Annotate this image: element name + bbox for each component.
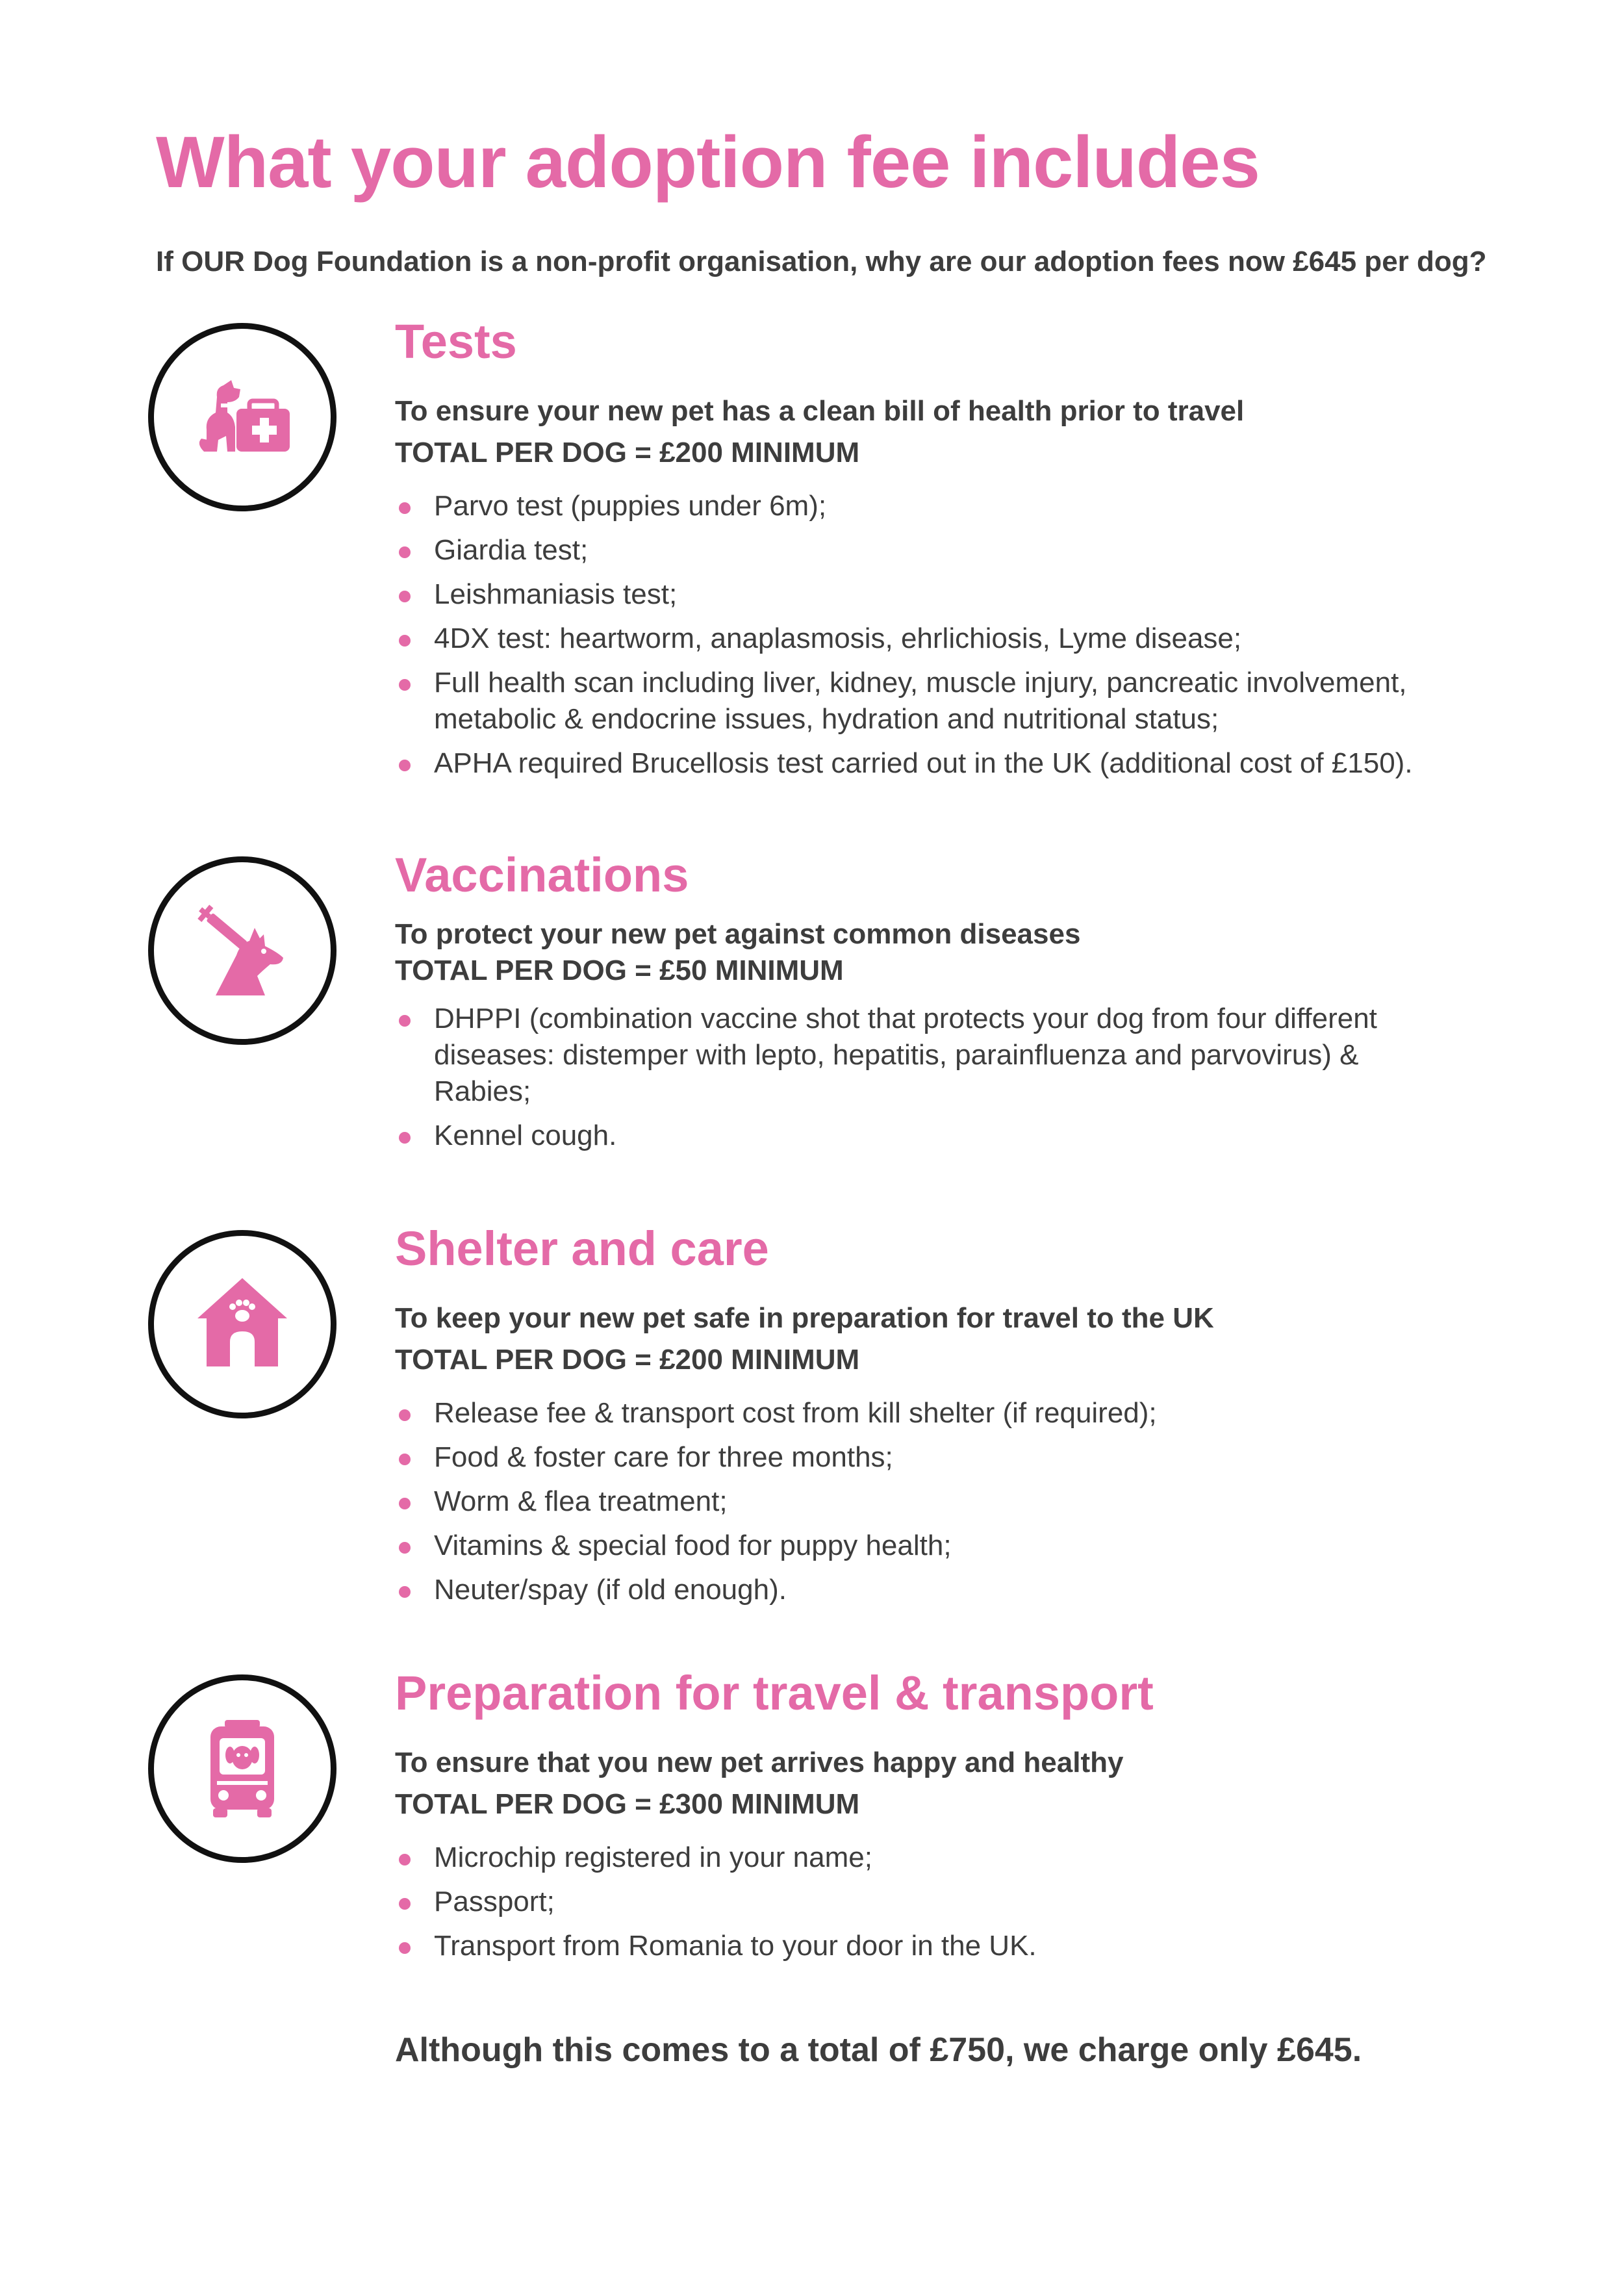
intro-question: If OUR Dog Foundation is a non-profit organisation, why are our adoption fees now £645 per dog? [156, 246, 1487, 277]
section-subtitle: To protect your new pet against common diseases [395, 918, 1081, 950]
vaccinations-icon-circle [148, 856, 336, 1045]
closing-statement: Although this comes to a total of £750, we charge only £645. [395, 2031, 1362, 2069]
list-item: Worm & flea treatment; [395, 1483, 1512, 1520]
list-item: Transport from Romania to your door in the UK. [395, 1928, 1512, 1964]
section-total: TOTAL PER DOG = £200 MINIMUM [395, 1344, 860, 1376]
travel-list [395, 1840, 1512, 1964]
section-total: TOTAL PER DOG = £50 MINIMUM [395, 955, 844, 986]
vaccinations-list [395, 1001, 1421, 1154]
section-title: Vaccinations [395, 848, 689, 902]
dog-syringe-icon [187, 895, 298, 1006]
travel-icon-circle [148, 1674, 336, 1863]
list-item: Food & foster care for three months; [395, 1439, 1512, 1476]
list-item: Vitamins & special food for puppy health; [395, 1528, 1512, 1564]
page-title: What your adoption fee includes [156, 122, 1260, 203]
section-total: TOTAL PER DOG = £200 MINIMUM [395, 437, 860, 468]
dog-medical-kit-icon [187, 362, 298, 472]
list-item: Kennel cough. [395, 1118, 1421, 1154]
list-item: Release fee & transport cost from kill shelter (if required); [395, 1395, 1512, 1431]
section-subtitle: To ensure that you new pet arrives happy and healthy [395, 1747, 1124, 1778]
list-item: 4DX test: heartworm, anaplasmosis, ehrlichiosis, Lyme disease; [395, 621, 1512, 657]
tests-list [395, 488, 1512, 782]
section-title: Tests [395, 314, 517, 368]
section-subtitle: To ensure your new pet has a clean bill of health prior to travel [395, 395, 1245, 427]
tests-icon-circle [148, 323, 336, 511]
list-item: Leishmaniasis test; [395, 576, 1512, 613]
list-item: Neuter/spay (if old enough). [395, 1572, 1512, 1608]
section-total: TOTAL PER DOG = £300 MINIMUM [395, 1788, 860, 1820]
list-item: DHPPI (combination vaccine shot that protects your dog from four different diseases: distemper with lepto, hepatitis, parainfluenza and parvovirus) & Rabies; [395, 1001, 1421, 1110]
list-item: APHA required Brucellosis test carried out in the UK (additional cost of £150). [395, 745, 1512, 782]
section-title: Preparation for travel & transport [395, 1666, 1154, 1720]
section-title: Shelter and care [395, 1222, 769, 1276]
dog-house-icon [187, 1269, 298, 1379]
bus-icon [187, 1713, 298, 1824]
list-item: Full health scan including liver, kidney, muscle injury, pancreatic involvement, metabolic & endocrine issues, hydration and nutritional status; [395, 665, 1512, 737]
list-item: Microchip registered in your name; [395, 1840, 1512, 1876]
shelter-icon-circle [148, 1230, 336, 1418]
section-subtitle: To keep your new pet safe in preparation for travel to the UK [395, 1302, 1214, 1334]
list-item: Parvo test (puppies under 6m); [395, 488, 1512, 524]
shelter-list [395, 1395, 1512, 1608]
list-item: Giardia test; [395, 532, 1512, 569]
list-item: Passport; [395, 1884, 1512, 1920]
